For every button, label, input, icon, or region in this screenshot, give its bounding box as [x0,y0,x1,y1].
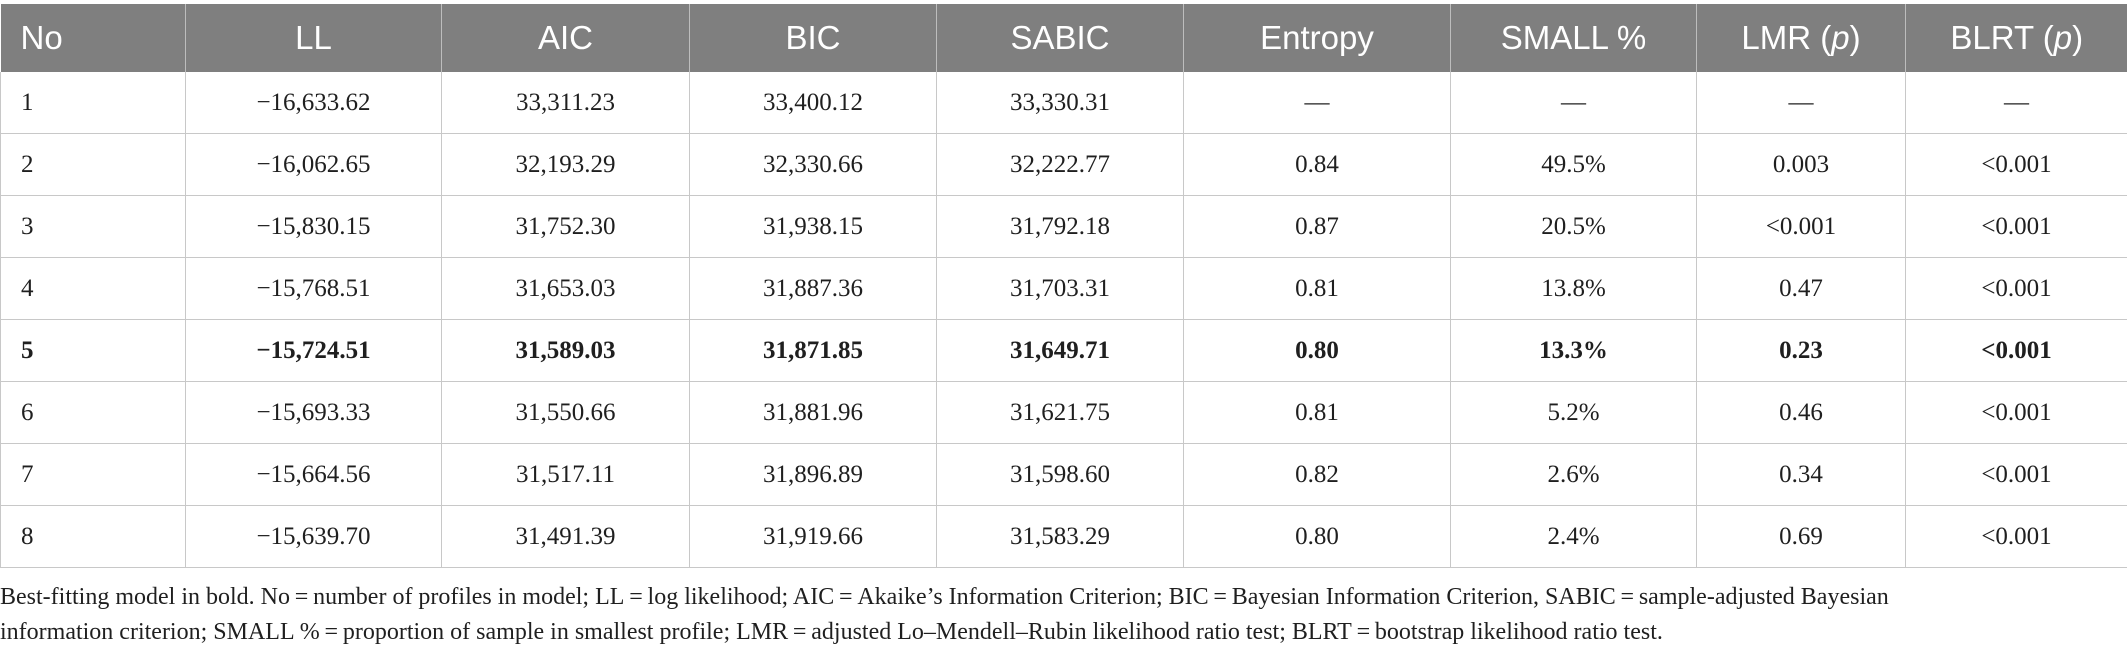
cell-aic: 31,517.11 [442,444,690,506]
table-row [1,444,2127,506]
header-entropy: Entropy [1184,4,1451,72]
cell-entropy: 0.87 [1184,196,1451,258]
model-fit-table [0,4,2127,568]
cell-sabic: 31,703.31 [937,258,1184,320]
cell-blrt: <0.001 [1906,506,2127,568]
cell-bic: 31,871.85 [690,320,937,382]
cell-entropy: 0.81 [1184,258,1451,320]
cell-aic: 31,653.03 [442,258,690,320]
cell-lmr: 0.46 [1697,382,1906,444]
cell-entropy: 0.81 [1184,382,1451,444]
cell-no: 3 [1,196,186,258]
cell-sabic: 31,621.75 [937,382,1184,444]
cell-blrt: <0.001 [1906,320,2127,382]
cell-no: 4 [1,258,186,320]
cell-ll: −15,693.33 [186,382,442,444]
cell-entropy: 0.82 [1184,444,1451,506]
cell-blrt: — [1906,72,2127,134]
cell-no: 5 [1,320,186,382]
cell-blrt: <0.001 [1906,196,2127,258]
cell-bic: 31,881.96 [690,382,937,444]
header-lmr-p: p [1831,19,1850,56]
model-fit-table-container [0,4,2127,568]
cell-blrt: <0.001 [1906,258,2127,320]
cell-bic: 31,896.89 [690,444,937,506]
cell-no: 6 [1,382,186,444]
cell-aic: 32,193.29 [442,134,690,196]
cell-bic: 31,887.36 [690,258,937,320]
header-lmr-label: LMR [1741,19,1812,56]
table-body [1,72,2127,568]
cell-ll: −16,062.65 [186,134,442,196]
cell-entropy: 0.84 [1184,134,1451,196]
cell-ll: −15,830.15 [186,196,442,258]
header-row [1,4,2127,72]
cell-lmr: 0.23 [1697,320,1906,382]
cell-bic: 33,400.12 [690,72,937,134]
header-small: SMALL % [1451,4,1697,72]
cell-small: 13.8% [1451,258,1697,320]
cell-sabic: 31,649.71 [937,320,1184,382]
table-row [1,72,2127,134]
header-blrt: BLRT (p) [1906,4,2127,72]
header-blrt-label: BLRT [1950,19,2034,56]
footnote-line-1: Best-fitting model in bold. No = number of profiles in model; LL = log likelihood; AIC = Akaike’s Information Criterion; BIC = Bayesian Information Criterion, SABIC = sample-adjusted Bayesian [0,584,1889,610]
cell-blrt: <0.001 [1906,444,2127,506]
cell-entropy: 0.80 [1184,320,1451,382]
cell-sabic: 31,598.60 [937,444,1184,506]
cell-small: 2.6% [1451,444,1697,506]
cell-small: — [1451,72,1697,134]
table-row [1,506,2127,568]
cell-ll: −16,633.62 [186,72,442,134]
cell-sabic: 31,583.29 [937,506,1184,568]
cell-aic: 31,752.30 [442,196,690,258]
cell-small: 2.4% [1451,506,1697,568]
cell-blrt: <0.001 [1906,382,2127,444]
cell-sabic: 31,792.18 [937,196,1184,258]
cell-aic: 33,311.23 [442,72,690,134]
cell-aic: 31,491.39 [442,506,690,568]
cell-bic: 31,919.66 [690,506,937,568]
cell-ll: −15,664.56 [186,444,442,506]
cell-sabic: 33,330.31 [937,72,1184,134]
cell-ll: −15,639.70 [186,506,442,568]
cell-no: 7 [1,444,186,506]
cell-no: 2 [1,134,186,196]
cell-blrt: <0.001 [1906,134,2127,196]
cell-lmr: 0.34 [1697,444,1906,506]
header-sabic: SABIC [937,4,1184,72]
cell-small: 20.5% [1451,196,1697,258]
cell-no: 8 [1,506,186,568]
header-aic: AIC [442,4,690,72]
cell-lmr: 0.003 [1697,134,1906,196]
footnote-line-2: information criterion; SMALL % = proportion of sample in smallest profile; LMR = adjusted Lo–Mendell–Rubin likelihood ratio test; BLRT = bootstrap likelihood ratio test. [0,619,1663,645]
cell-lmr: 0.69 [1697,506,1906,568]
header-no: No [1,4,186,72]
cell-small: 13.3% [1451,320,1697,382]
header-lmr: LMR (p) [1697,4,1906,72]
table-row [1,320,2127,382]
table-row [1,196,2127,258]
table-row [1,134,2127,196]
table-footnote [0,580,2110,650]
cell-bic: 32,330.66 [690,134,937,196]
cell-no: 1 [1,72,186,134]
cell-lmr: <0.001 [1697,196,1906,258]
table-row [1,258,2127,320]
header-blrt-p: p [2053,19,2073,56]
cell-entropy: — [1184,72,1451,134]
cell-small: 49.5% [1451,134,1697,196]
header-ll: LL [186,4,442,72]
table-row [1,382,2127,444]
cell-bic: 31,938.15 [690,196,937,258]
cell-lmr: 0.47 [1697,258,1906,320]
cell-ll: −15,768.51 [186,258,442,320]
cell-aic: 31,589.03 [442,320,690,382]
cell-lmr: — [1697,72,1906,134]
cell-entropy: 0.80 [1184,506,1451,568]
cell-sabic: 32,222.77 [937,134,1184,196]
header-bic: BIC [690,4,937,72]
cell-aic: 31,550.66 [442,382,690,444]
cell-ll: −15,724.51 [186,320,442,382]
cell-small: 5.2% [1451,382,1697,444]
